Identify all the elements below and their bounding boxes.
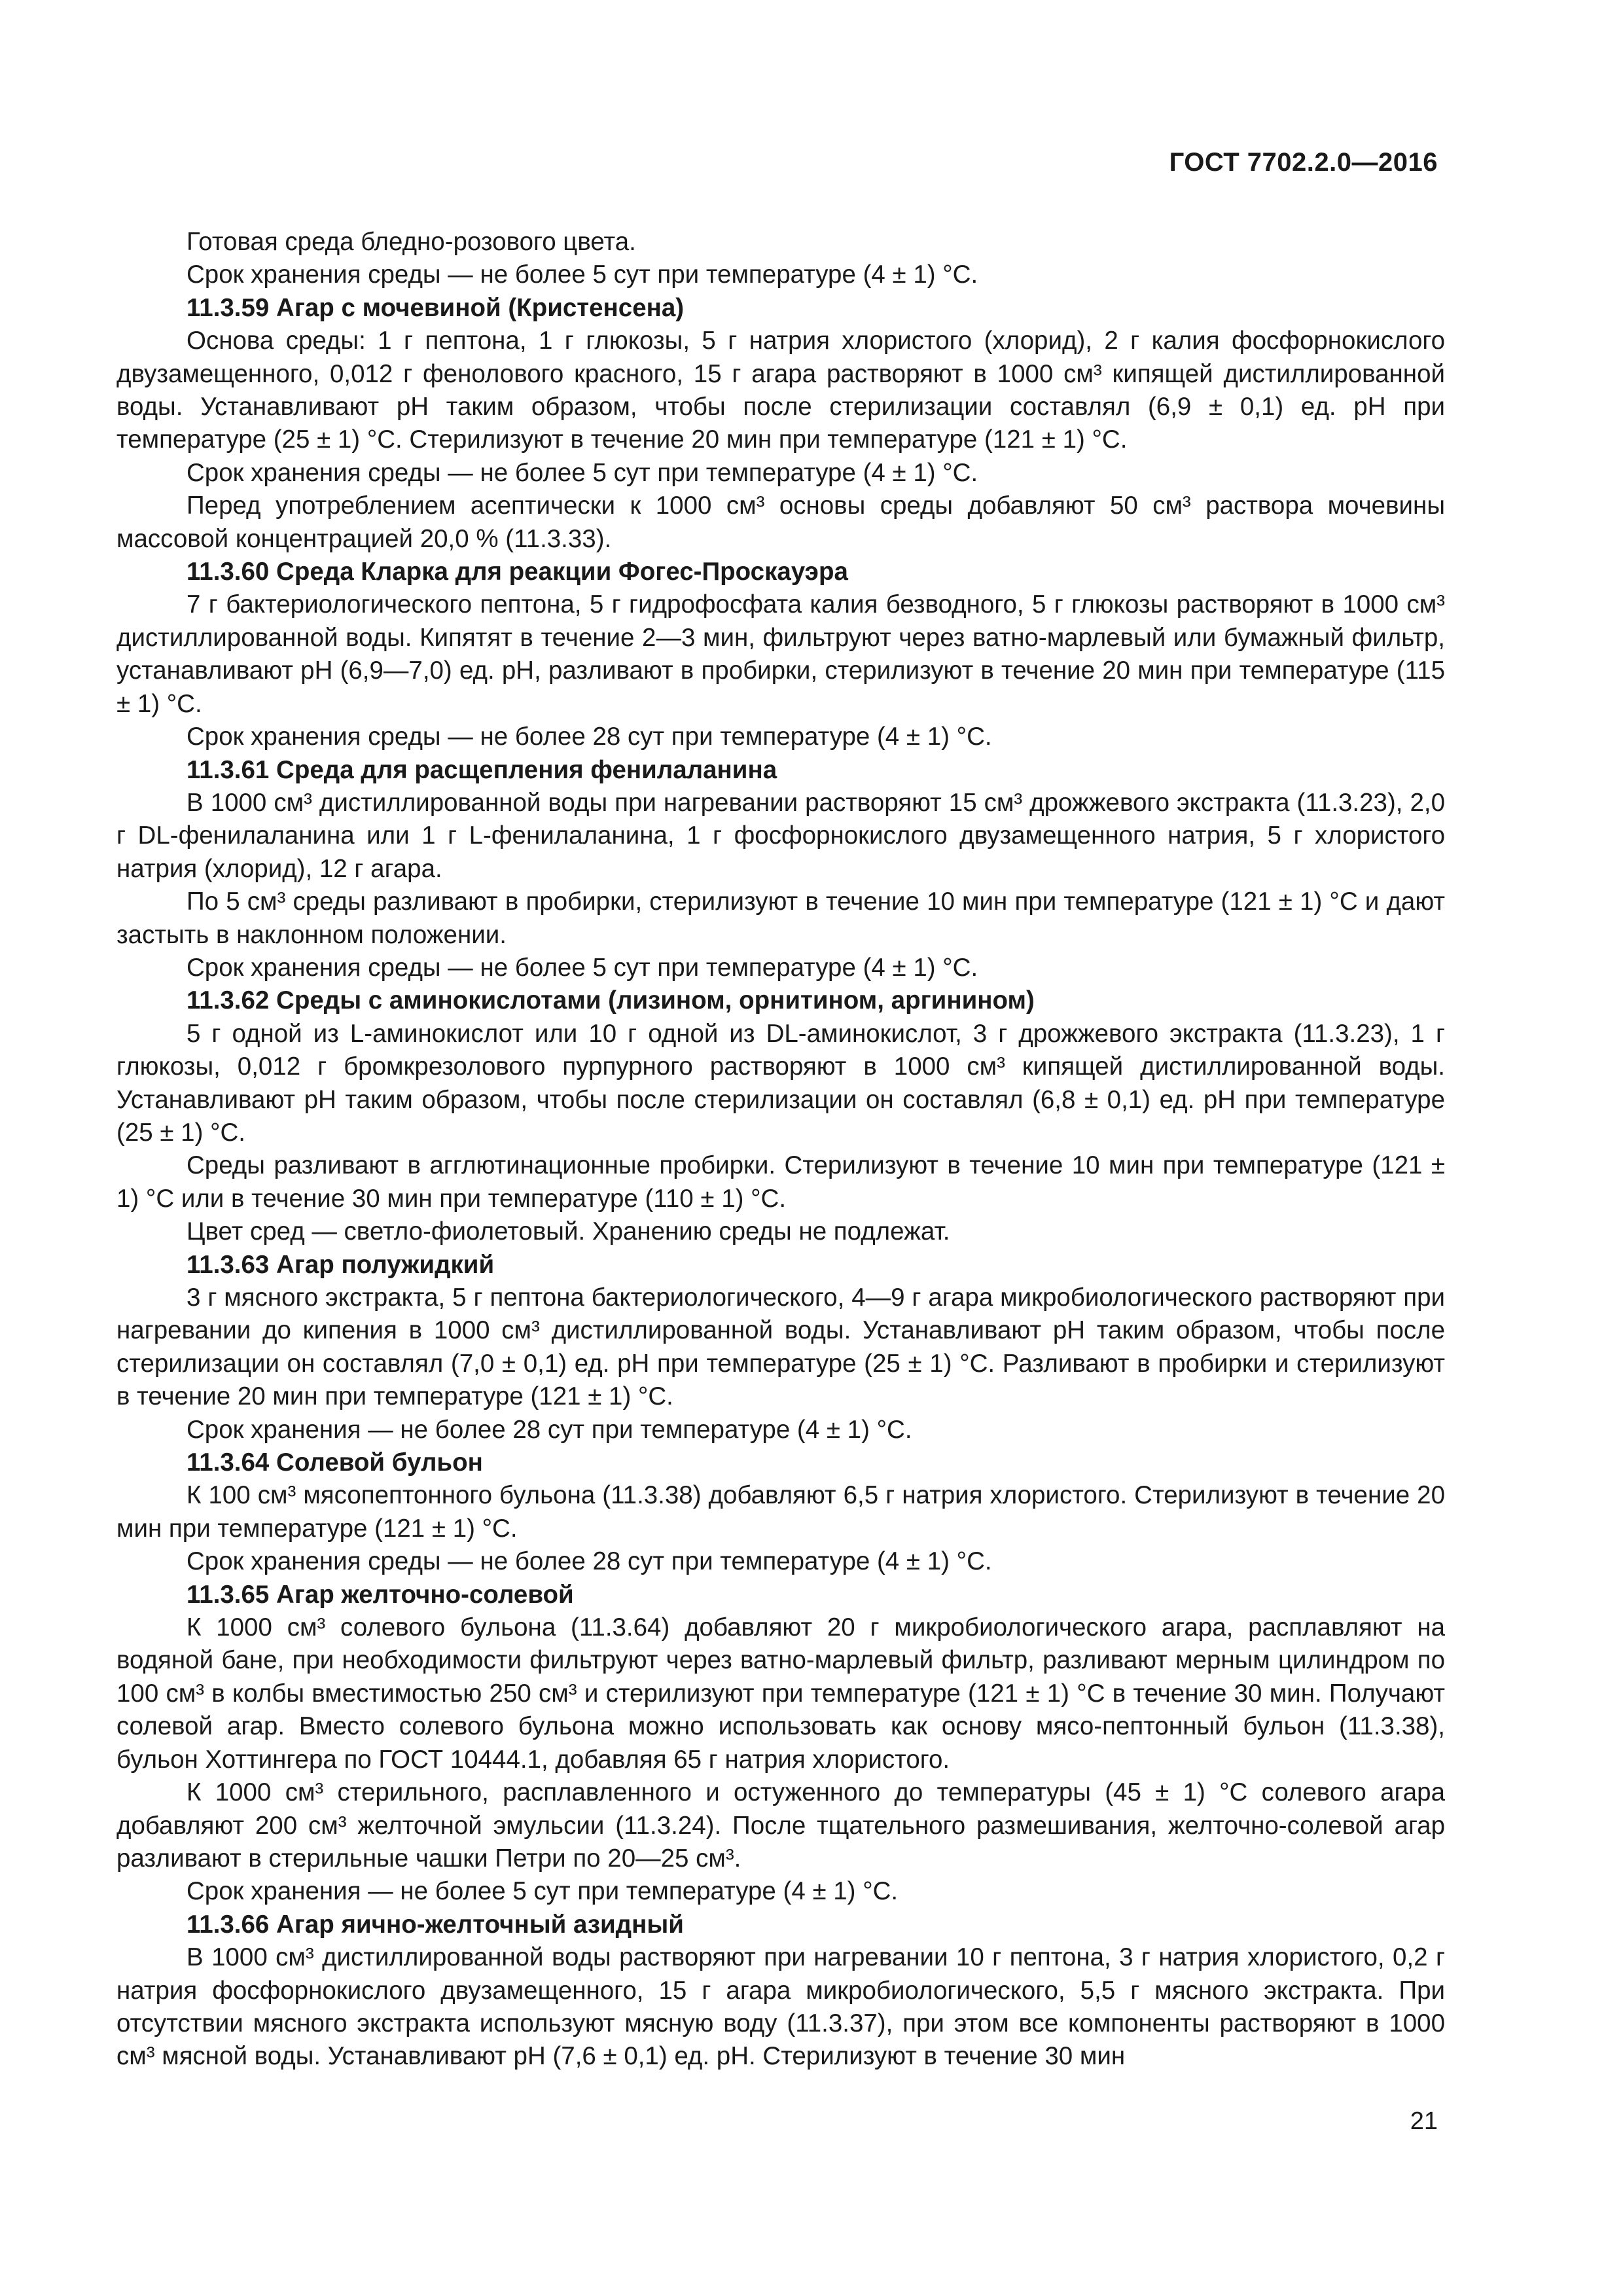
paragraph: Основа среды: 1 г пептона, 1 г глюкозы, 5 г натрия хлористого (хлорид), 2 г калия фосфорнокислого двузамещенного, 0,012 г фенолового красного, 15 г агара растворяют в 1000 см³ кипящей дистиллированной воды. Устанавливают pH таким образом, чтобы после стерилизации составлял (6,9 ± 0,1) ед. pH при температуре (25 ± 1) °С. Стерилизуют в течение 20 мин при температуре (121 ± 1) °С. (116, 327, 1445, 454)
section-heading: 11.3.59 Агар с мочевиной (Кристенсена) (187, 293, 685, 322)
paragraph: К 1000 см³ солевого бульона (11.3.64) добавляют 20 г микробиологического агара, расплавляют на водяной бане, при необходимости фильтруют через ватно-марлевый фильтр, разливают мерным цилиндром по 100 см³ в колбы вместимостью 250 см³ и стерилизуют при температуре (121 ± 1) °С в течение 30 мин. Получают солевой агар. Вместо солевого бульона можно использовать как основу мясо-пептонный бульон (11.3.38), бульон Хоттингера по ГОСТ 10444.1, добавляя 65 г натрия хлористого. (116, 1613, 1445, 1774)
document-standard-id: ГОСТ 7702.2.0—2016 (1169, 148, 1438, 177)
paragraph: Срок хранения среды — не более 5 сут при температуре (4 ± 1) °С. (187, 458, 978, 487)
section-heading: 11.3.64 Солевой бульон (187, 1448, 483, 1477)
paragraph: 5 г одной из L-аминокислот или 10 г одной из DL-аминокислот, 3 г дрожжевого экстракта (11.3.23), 1 г глюкозы, 0,012 г бромкрезолового пурпурного растворяют в 1000 см³ кипящей дистиллированной воды. Устанавливают pH таким образом, чтобы после стерилизации он составлял (6,8 ± 0,1) ед. pH при температуре (25 ± 1) °С. (116, 1019, 1445, 1147)
section-heading: 11.3.65 Агар желточно-солевой (187, 1580, 574, 1609)
paragraph: Срок хранения среды — не более 5 сут при температуре (4 ± 1) °С. (187, 260, 978, 289)
paragraph: Цвет сред — светло-фиолетовый. Хранению среды не подлежат. (187, 1217, 950, 1246)
paragraph: В 1000 см³ дистиллированной воды растворяют при нагревании 10 г пептона, 3 г натрия хлористого, 0,2 г натрия фосфорнокислого двузамещенного, 15 г агара микробиологического, 5,5 г мясного экстракта. При отсутствии мясного экстракта используют мясную воду (11.3.37), при этом все компоненты растворяют в 1000 см³ мясной воды. Устанавливают pH (7,6 ± 0,1) ед. pH. Стерилизуют в течение 30 мин (116, 1943, 1445, 2071)
paragraph: Срок хранения среды — не более 5 сут при температуре (4 ± 1) °С. (187, 953, 978, 982)
paragraph: К 1000 см³ стерильного, расплавленного и остуженного до температуры (45 ± 1) °С солевого агара добавляют 200 см³ желточной эмульсии (11.3.24). После тщательного размешивания, желточно-солевой агар разливают в стерильные чашки Петри по 20—25 см³. (116, 1778, 1445, 1873)
paragraph: Срок хранения среды — не более 28 сут при температуре (4 ± 1) °С. (187, 1547, 992, 1576)
section-heading: 11.3.61 Среда для расщепления фенилаланина (187, 755, 777, 784)
paragraph: По 5 см³ среды разливают в пробирки, стерилизуют в течение 10 мин при температуре (121 ± 1) °С и дают застыть в наклонном положении. (116, 888, 1445, 949)
paragraph: К 100 см³ мясопептонного бульона (11.3.38) добавляют 6,5 г натрия хлористого. Стерилизуют в течение 20 мин при температуре (121 ± 1) °С. (116, 1481, 1445, 1543)
paragraph: 3 г мясного экстракта, 5 г пептона бактериологического, 4—9 г агара микробиологического растворяют при нагревании до кипения в 1000 см³ дистиллированной воды. Устанавливают pH таким образом, чтобы после стерилизации он составлял (7,0 ± 0,1) ед. pH при температуре (25 ± 1) °С. Разливают в пробирки и стерилизуют в течение 20 мин при температуре (121 ± 1) °С. (116, 1283, 1445, 1411)
section-heading: 11.3.60 Среда Кларка для реакции Фогес-Проскауэра (187, 558, 848, 586)
section-heading: 11.3.62 Среды с аминокислотами (лизином, орнитином, аргинином) (187, 986, 1035, 1015)
section-heading: 11.3.63 Агар полужидкий (187, 1250, 495, 1279)
paragraph: Среды разливают в агглютинационные пробирки. Стерилизуют в течение 10 мин при температуре (121 ± 1) °С или в течение 30 мин при температуре (110 ± 1) °С. (116, 1151, 1445, 1213)
paragraph: Перед употреблением асептически к 1000 см³ основы среды добавляют 50 см³ раствора мочевины массовой концентрацией 20,0 % (11.3.33). (116, 492, 1445, 553)
section-heading: 11.3.66 Агар яично-желточный азидный (187, 1910, 684, 1939)
paragraph: Срок хранения — не более 5 сут при температуре (4 ± 1) °С. (187, 1877, 899, 1906)
paragraph: 7 г бактериологического пептона, 5 г гидрофосфата калия безводного, 5 г глюкозы растворяют в 1000 см³ дистиллированной воды. Кипятят в течение 2—3 мин, фильтруют через ватно-марлевый или бумажный фильтр, устанавливают pH (6,9—7,0) ед. pH, разливают в пробирки, стерилизуют в течение 20 мин при температуре (115 ± 1) °С. (116, 590, 1445, 718)
document-body (116, 226, 1445, 2073)
paragraph: Готовая среда бледно-розового цвета. (187, 228, 636, 256)
paragraph: Срок хранения — не более 28 сут при температуре (4 ± 1) °С. (187, 1415, 912, 1444)
paragraph: Срок хранения среды — не более 28 сут при температуре (4 ± 1) °С. (187, 723, 992, 751)
page-number: 21 (1410, 2108, 1438, 2135)
paragraph: В 1000 см³ дистиллированной воды при нагревании растворяют 15 см³ дрожжевого экстракта (11.3.23), 2,0 г DL-фенилаланина или 1 г L-фенилаланина, 1 г фосфорнокислого двузамещенного натрия, 5 г хлористого натрия (хлорид), 12 г агара. (116, 788, 1445, 883)
